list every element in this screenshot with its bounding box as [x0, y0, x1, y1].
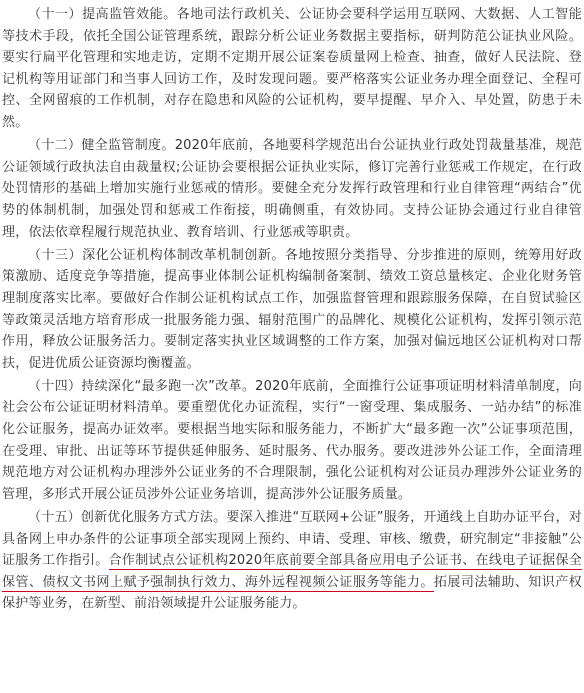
highlighted-underlined-text: 合作制试点公证机构2020年底前要全部具备应用电子公证书、在线电子证据保全保管、债权文书网上赋予强制执行效力、海外远程视频公证服务等能力。: [2, 553, 582, 590]
paragraph-12: （十二）健全监管制度。2020年底前，各地要科学规范出台公证执业行政处罚裁量基准，规范公证领域行政执法自由裁量权;公证协会要根据公证执业实际，修订完善行业惩戒工作规定，在行政处罚情形的基础上增加实施行业惩戒的情形。要健全充分发挥行政管理和行业自律管理“两结合”优势的体制机制，加强处罚和惩戒工作衔接，明确侧重，有效协同。支持公证协会通过行业自律管理，依法依章程履行规范执业、教育培训、行业惩戒等职责。: [2, 138, 582, 240]
paragraph-11: （十一）提高监管效能。各地司法行政机关、公证协会要科学运用互联网、大数据、人工智能等技术手段，依托全国公证管理系统，跟踪分析公证业务数据主要指标，研判防范公证执业风险。要实行扁平化管理和实地走访，定期不定期开展公证案卷质量网上检查、抽查，做好人民法院、登记机构等用证部门和当事人回访工作，及时发现问题。要严格落实公证业务办理全面登记、全程可控、全网留痕的工作机制，对存在隐患和风险的公证机构，要早提醒、早介入、早处置，防患于未然。: [2, 7, 582, 130]
paragraph-15-tail-text: 拓展司法辅助、知识产权保护等业务，在新型、前沿领域提升公证服务能力。: [2, 574, 582, 612]
paragraph-15: [2, 507, 582, 615]
paragraph-14: （十四）持续深化“最多跑一次”改革。2020年底前，全面推行公证事项证明材料清单制度，向社会公布公证证明材料清单。要重塑优化办证流程，实行“一窗受理、集成服务、一站办结”的标准化公证服务，提高办证效率。要根据当地实际和服务能力，不断扩大“最多跑一次”公证事项范围，在受理、审批、出证等环节提供延伸服务、延时服务、代办服务。要改进涉外公证工作，全面清理规范地方对公证机构办理涉外公证业务的不合理限制，强化公证机构对公证员办理涉外公证业务的管理，多形式开展公证员涉外公证业务培训，提高涉外公证服务质量。: [2, 378, 582, 502]
paragraph-13: （十三）深化公证机构体制改革机制创新。各地按照分类指导、分步推进的原则，统筹用好政策激励、适度竞争等措施，提高事业体制公证机构编制备案制、绩效工资总量核定、企业化财务管理制度落实比率。要做好合作制公证机构试点工作，加强监督管理和跟踪服务保障，在自贸试验区等政策灵活地方培育形成一批服务能力强、辐射范围广的品牌化、规模化公证机构，发挥引领示范作用，释放公证服务活力。要制定落实执业区域调整的工作方案，加强对偏远地区公证机构对口帮扶，促进优质公证资源均衡覆盖。: [2, 247, 582, 371]
paragraph-15-lead-text: （十五）创新优化服务方式方法。要深入推进“互联网+公证”服务，开通线上自助办证平台，对具备网上申办条件的公证事项全部实现网上预约、申请、受理、审核、缴费，研究制定“非接触”公证服务工作指引。: [2, 510, 582, 569]
